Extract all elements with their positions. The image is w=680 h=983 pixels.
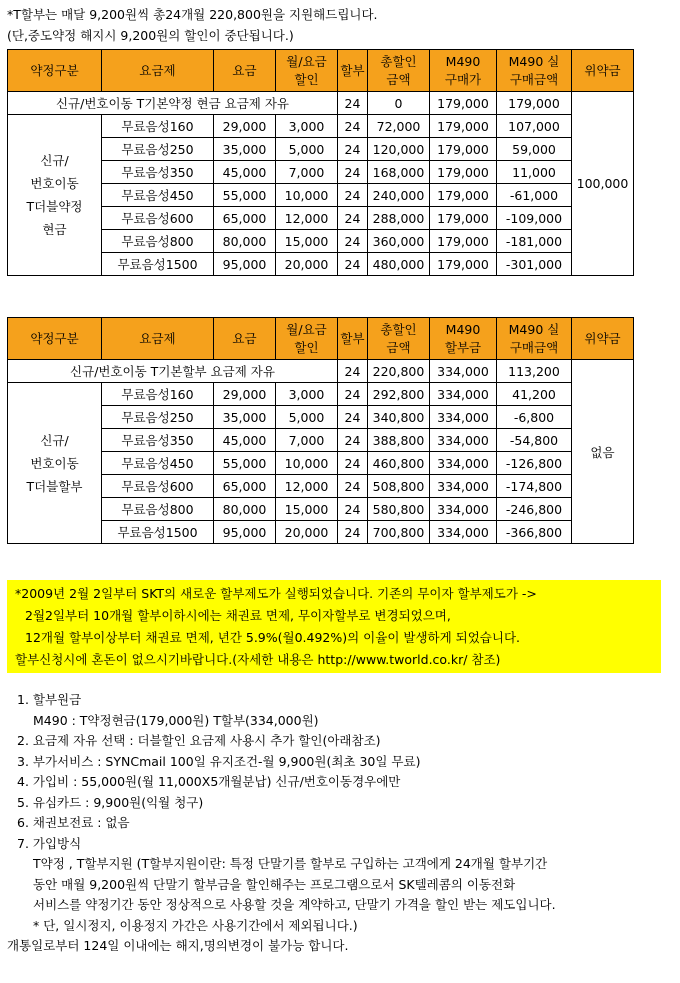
plan-name-cell: 무료음성450 [102, 452, 214, 475]
table-row [8, 230, 634, 253]
monthly-discount-cell: 15,000 [276, 498, 338, 521]
notice-line-2: 2월2일부터 10개월 할부이하시에는 채권료 면제, 무이자할부로 변경되었으며, [25, 608, 451, 623]
column-header: 요금제 [102, 50, 214, 92]
detail-line: 동안 매월 9,200원씩 단말기 할부금을 할인해주는 프로그램으로서 SK텔레콤의 이동전화 [33, 876, 516, 892]
table-row [8, 429, 634, 452]
table-row [8, 383, 634, 406]
monthly-discount-cell: 3,000 [276, 115, 338, 138]
device-price-cell: 334,000 [430, 498, 497, 521]
table-row [8, 253, 634, 276]
notice-line-4: 할부신청시에 혼돈이 없으시기바랍니다.(자세한 내용은 http://www.tworld.co.kr/ 참조) [15, 652, 501, 667]
intro-line-2: (단,중도약정 해지시 9,200원의 할인이 중단됩니다.) [7, 28, 294, 43]
monthly-discount-cell: 10,000 [276, 184, 338, 207]
fee-cell: 55,000 [214, 452, 276, 475]
total-discount-cell: 508,800 [368, 475, 430, 498]
column-header: 월/요금 할인 [276, 318, 338, 360]
months-cell: 24 [338, 429, 368, 452]
device-price-cell: 179,000 [430, 161, 497, 184]
fee-cell: 45,000 [214, 429, 276, 452]
months-cell: 24 [338, 138, 368, 161]
table-row [8, 184, 634, 207]
months-cell: 24 [338, 406, 368, 429]
plan-name-cell: 무료음성250 [102, 138, 214, 161]
contract-type-cell: 신규/ 번호이동 T더블약정 현금 [8, 115, 102, 276]
fee-cell: 95,000 [214, 253, 276, 276]
plan-name-cell: 무료음성160 [102, 115, 214, 138]
plan-name-cell: 무료음성160 [102, 383, 214, 406]
table-row [8, 138, 634, 161]
plan-name-cell: 무료음성250 [102, 406, 214, 429]
column-header: 약정구분 [8, 318, 102, 360]
months-cell: 24 [338, 498, 368, 521]
column-header: 할부 [338, 50, 368, 92]
column-header: M490 실 구매금액 [497, 318, 572, 360]
total-discount-cell: 288,000 [368, 207, 430, 230]
months-cell: 24 [338, 521, 368, 544]
detail-line: 6. 채권보전료 : 없음 [17, 815, 130, 830]
intro-text [7, 4, 378, 46]
plan-name-cell: 무료음성350 [102, 161, 214, 184]
detail-line: 2. 요금제 자유 선택 : 더블할인 요금제 사용시 추가 할인(아래참조) [17, 733, 381, 748]
detail-line: 4. 가입비 : 55,000원(월 11,000X5개월분납) 신규/번호이동경우에만 [17, 774, 401, 789]
penalty-cell: 없음 [572, 360, 634, 544]
device-price-cell: 334,000 [430, 406, 497, 429]
total-discount-cell: 460,800 [368, 452, 430, 475]
column-header: M490 할부금 [430, 318, 497, 360]
header-row [8, 318, 634, 360]
months-cell: 24 [338, 230, 368, 253]
device-price-cell: 334,000 [430, 521, 497, 544]
real-price-cell: -181,000 [497, 230, 572, 253]
monthly-discount-cell: 10,000 [276, 452, 338, 475]
real-price-cell: 41,200 [497, 383, 572, 406]
pricing-table-contract [7, 49, 634, 276]
real-price-cell: -126,800 [497, 452, 572, 475]
fee-cell: 55,000 [214, 184, 276, 207]
column-header: 총할인 금액 [368, 318, 430, 360]
device-price-cell: 334,000 [430, 452, 497, 475]
penalty-cell: 100,000 [572, 92, 634, 276]
total-discount-cell: 0 [368, 92, 430, 115]
monthly-discount-cell: 20,000 [276, 521, 338, 544]
detail-line: 5. 유심카드 : 9,900원(익월 청구) [17, 794, 204, 810]
months-cell: 24 [338, 253, 368, 276]
device-price-cell: 334,000 [430, 429, 497, 452]
monthly-discount-cell: 12,000 [276, 207, 338, 230]
real-price-cell: -301,000 [497, 253, 572, 276]
column-header: M490 구매가 [430, 50, 497, 92]
column-header: 월/요금 할인 [276, 50, 338, 92]
real-price-cell: -54,800 [497, 429, 572, 452]
plan-name-cell: 무료음성1500 [102, 521, 214, 544]
fee-cell: 45,000 [214, 161, 276, 184]
total-discount-cell: 120,000 [368, 138, 430, 161]
total-discount-cell: 580,800 [368, 498, 430, 521]
device-price-cell: 334,000 [430, 475, 497, 498]
total-discount-cell: 388,800 [368, 429, 430, 452]
table-row [8, 207, 634, 230]
device-price-cell: 179,000 [430, 230, 497, 253]
table-row [8, 521, 634, 544]
total-discount-cell: 72,000 [368, 115, 430, 138]
total-discount-cell: 168,000 [368, 161, 430, 184]
monthly-discount-cell: 5,000 [276, 138, 338, 161]
base-plan-label: 신규/번호이동 T기본할부 요금제 자유 [8, 360, 338, 383]
table-row [8, 115, 634, 138]
real-price-cell: 59,000 [497, 138, 572, 161]
table-row [8, 406, 634, 429]
device-price-cell: 179,000 [430, 138, 497, 161]
real-price-cell: 107,000 [497, 115, 572, 138]
notice-line-3: 12개월 할부이상부터 채권료 면제, 년간 5.9%(월0.492%)의 이율이 발생하게 되었습니다. [25, 630, 520, 645]
detail-line: 서비스를 약정기간 동안 정상적으로 사용할 것을 계약하고, 단말기 가격을 할인 받는 제도입니다. [33, 897, 556, 912]
real-price-cell: -109,000 [497, 207, 572, 230]
fee-cell: 65,000 [214, 475, 276, 498]
detail-line: T약정 , T할부지원 (T할부지원이란: 특정 단말기를 할부로 구입하는 고객에게 24개월 할부기간 [33, 856, 548, 871]
detail-line: 3. 부가서비스 : SYNCmail 100일 유지조건-월 9,900원(최초 30일 무료) [17, 753, 421, 769]
device-price-cell: 179,000 [430, 92, 497, 115]
column-header: 총할인 금액 [368, 50, 430, 92]
monthly-discount-cell: 12,000 [276, 475, 338, 498]
months-cell: 24 [338, 452, 368, 475]
base-plan-label: 신규/번호이동 T기본약정 현금 요금제 자유 [8, 92, 338, 115]
total-discount-cell: 340,800 [368, 406, 430, 429]
fee-cell: 95,000 [214, 521, 276, 544]
column-header: 요금제 [102, 318, 214, 360]
plan-name-cell: 무료음성600 [102, 207, 214, 230]
column-header: 위약금 [572, 318, 634, 360]
fee-cell: 35,000 [214, 406, 276, 429]
device-price-cell: 334,000 [430, 383, 497, 406]
real-price-cell: -366,800 [497, 521, 572, 544]
base-plan-row [8, 360, 634, 383]
detail-line: 개통일로부터 124일 이내에는 해지,명의변경이 불가능 합니다. [7, 938, 349, 953]
months-cell: 24 [338, 92, 368, 115]
fee-cell: 35,000 [214, 138, 276, 161]
fee-cell: 80,000 [214, 498, 276, 521]
monthly-discount-cell: 20,000 [276, 253, 338, 276]
table-row [8, 161, 634, 184]
real-price-cell: 179,000 [497, 92, 572, 115]
column-header: 위약금 [572, 50, 634, 92]
total-discount-cell: 240,000 [368, 184, 430, 207]
real-price-cell: -246,800 [497, 498, 572, 521]
detail-line: * 단, 일시정지, 이용정지 가간은 사용기간에서 제외됩니다.) [33, 917, 358, 933]
real-price-cell: -174,800 [497, 475, 572, 498]
intro-line-1: *T할부는 매달 9,200원씩 총24개월 220,800원을 지원해드립니다. [7, 7, 378, 22]
total-discount-cell: 292,800 [368, 383, 430, 406]
table-row [8, 475, 634, 498]
plan-name-cell: 무료음성350 [102, 429, 214, 452]
column-header: 요금 [214, 50, 276, 92]
fee-cell: 29,000 [214, 383, 276, 406]
real-price-cell: 11,000 [497, 161, 572, 184]
monthly-discount-cell: 15,000 [276, 230, 338, 253]
fee-cell: 29,000 [214, 115, 276, 138]
column-header: 약정구분 [8, 50, 102, 92]
device-price-cell: 179,000 [430, 253, 497, 276]
detail-line: 1. 할부원금 [17, 692, 82, 707]
contract-type-cell: 신규/ 번호이동 T더블할부 [8, 383, 102, 544]
table-row [8, 452, 634, 475]
device-price-cell: 179,000 [430, 115, 497, 138]
total-discount-cell: 480,000 [368, 253, 430, 276]
plan-name-cell: 무료음성800 [102, 498, 214, 521]
real-price-cell: -6,800 [497, 406, 572, 429]
monthly-discount-cell: 7,000 [276, 429, 338, 452]
header-row [8, 50, 634, 92]
months-cell: 24 [338, 207, 368, 230]
months-cell: 24 [338, 360, 368, 383]
detail-line: 7. 가입방식 [17, 835, 82, 851]
plan-name-cell: 무료음성1500 [102, 253, 214, 276]
column-header: 요금 [214, 318, 276, 360]
monthly-discount-cell: 5,000 [276, 406, 338, 429]
plan-name-cell: 무료음성800 [102, 230, 214, 253]
table-row [8, 498, 634, 521]
months-cell: 24 [338, 161, 368, 184]
device-price-cell: 179,000 [430, 184, 497, 207]
device-price-cell: 179,000 [430, 207, 497, 230]
months-cell: 24 [338, 383, 368, 406]
device-price-cell: 334,000 [430, 360, 497, 383]
column-header: M490 실 구매금액 [497, 50, 572, 92]
monthly-discount-cell: 7,000 [276, 161, 338, 184]
total-discount-cell: 220,800 [368, 360, 430, 383]
months-cell: 24 [338, 115, 368, 138]
plan-details [7, 690, 556, 957]
fee-cell: 80,000 [214, 230, 276, 253]
pricing-table-installment [7, 317, 634, 544]
installment-notice [7, 580, 661, 673]
total-discount-cell: 700,800 [368, 521, 430, 544]
real-price-cell: -61,000 [497, 184, 572, 207]
column-header: 할부 [338, 318, 368, 360]
plan-name-cell: 무료음성450 [102, 184, 214, 207]
notice-line-1: *2009년 2월 2일부터 SKT의 새로운 할부제도가 실행되었습니다. 기존의 무이자 할부제도가 -> [15, 586, 537, 601]
detail-line: M490 : T약정현금(179,000원) T할부(334,000원) [33, 712, 319, 728]
total-discount-cell: 360,000 [368, 230, 430, 253]
months-cell: 24 [338, 475, 368, 498]
plan-name-cell: 무료음성600 [102, 475, 214, 498]
real-price-cell: 113,200 [497, 360, 572, 383]
monthly-discount-cell: 3,000 [276, 383, 338, 406]
fee-cell: 65,000 [214, 207, 276, 230]
base-plan-row [8, 92, 634, 115]
months-cell: 24 [338, 184, 368, 207]
